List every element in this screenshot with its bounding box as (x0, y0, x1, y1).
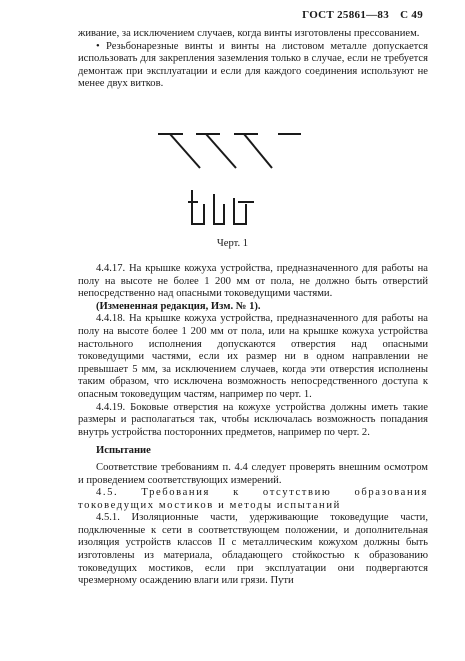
louvre-lower (188, 190, 254, 224)
testing-text: Соответствие требованиям п. 4.4 следует проверять внешним осмотром и проведением соответствующих измерений. (78, 461, 428, 486)
standard-number: ГОСТ 25861—83 (302, 9, 390, 21)
section-4-4-17: 4.4.17. На крышке кожуха устройства, предназначенного для работы на полу на высоте не более 1 200 мм от пола, не должно быть отверстий непосредственно над опасными токоведущими частями. (78, 263, 428, 300)
intro-text (78, 28, 428, 91)
section-4-4-18: 4.4.18. На крышке кожуха устройства, предназначенного для работы на полу на высоте более 1 200 мм от пола, или на крышке кожуха устройства настольного исполнения допускаются отверстия над опасными токоведущими частями, если их размер ни в одном направлении не превышает 5 мм, за исключением случаев, когда эти отверстия исполнены таким образом, что исключена возможность непосредственного доступа к опасным токоведущим частям, например по черт. 1. (78, 313, 428, 400)
page-number: С 49 (400, 9, 423, 21)
figure-1-drawing (158, 126, 308, 226)
section-4-5-title: 4.5. Требования к отсутствию образования токоведущих мостиков и методы испытаний (78, 487, 428, 511)
paragraph-continuation: живание, за исключением случаев, когда винты изготовлены прессованием. (78, 28, 420, 39)
testing-heading: Испытание (96, 445, 151, 457)
change-note: (Измененная редакция, Изм. № 1). (96, 300, 261, 312)
figure-caption: Черт. 1 (216, 238, 249, 249)
main-text (78, 263, 428, 588)
section-4-4-19: 4.4.19. Боковые отверстия на кожухе устройства должны иметь такие размеры и располагаться так, чтобы исключалась возможность попадания внутрь устройства посторонних предметов, например по черт. 2. (78, 401, 428, 438)
louvre-upper (158, 134, 301, 168)
section-4-5-1: 4.5.1. Изоляционные части, удерживающие токоведущие части, подключенные к сети в соответствующем положении, и дополнительная изоляция устройств классов II с металлическим кожухом должны быть изготовлены из материала, обладающего стойкостью к образованию токоведущих мостиков, если при эксплуатации они подвергаются чрезмерному осаждению влаги или грязи. Пути (78, 512, 428, 587)
paragraph-self-tapping-screws: • Резьбонарезные винты и винты на листовом металле допускается использовать для закрепления заземления только в случае, если не требуется демонтаж при эксплуатации и если для каждого соединения используют не менее двух витков. (78, 40, 428, 90)
page-header (294, 9, 423, 21)
